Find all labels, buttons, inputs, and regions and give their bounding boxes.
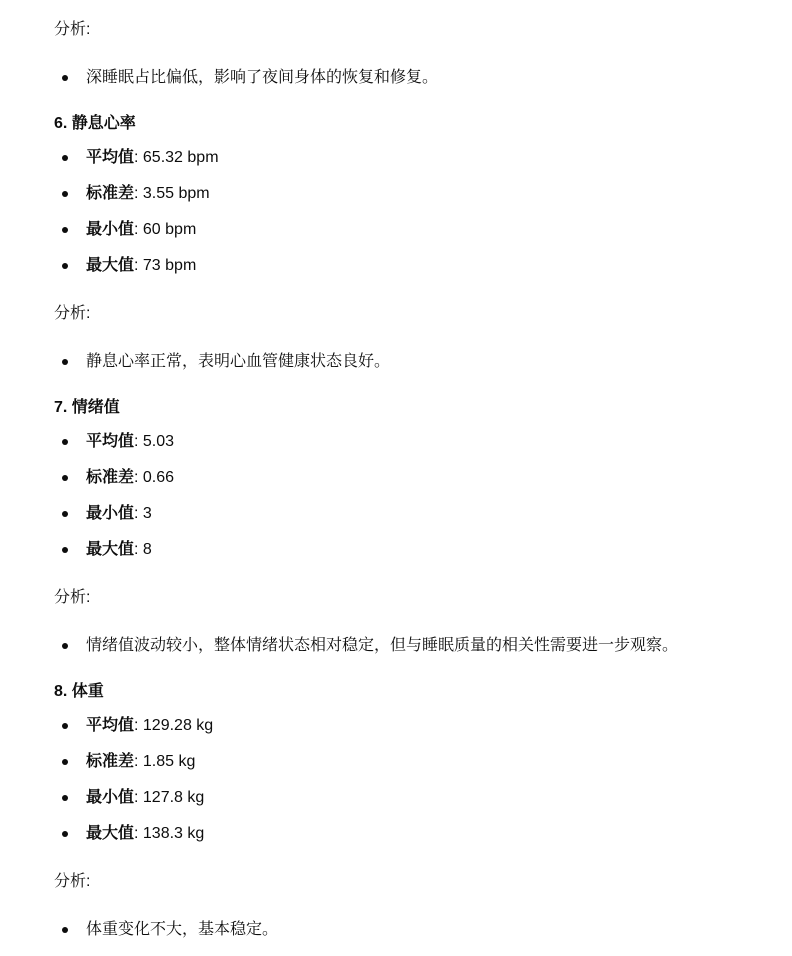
section-heading: 8. 体重 (54, 683, 104, 700)
stat-value: 73 bpm (142, 257, 197, 274)
bullet-icon (62, 759, 68, 765)
stat-label: 平均值 (86, 717, 135, 734)
bullet-icon (62, 263, 68, 269)
stat-label: 标准差 (86, 469, 135, 486)
stat-value: 129.28 kg (142, 717, 214, 734)
bullet-icon (62, 475, 68, 481)
stat-value: 60 bpm (142, 221, 197, 238)
stat-label: 最小值 (86, 221, 135, 238)
stat-label: 标准差 (86, 753, 135, 770)
stat-value: 138.3 kg (142, 825, 205, 842)
stat-value: 3 (142, 505, 152, 522)
stat-label: 最大值 (86, 825, 135, 842)
bullet-icon (62, 723, 68, 729)
stat-value: 8 (142, 541, 152, 558)
bullet-icon (62, 191, 68, 197)
bullet-icon (62, 831, 68, 837)
stat-label: 平均值 (86, 433, 135, 450)
stat-label: 最小值 (86, 789, 135, 806)
bullet-icon (62, 547, 68, 553)
analysis-label: 分析: (54, 21, 91, 38)
stat-value: 127.8 kg (142, 789, 205, 806)
stat-label: 最大值 (86, 257, 135, 274)
stat-value: 0.66 (142, 469, 175, 486)
stat-value: 65.32 bpm (142, 149, 219, 166)
bullet-icon (62, 795, 68, 801)
bullet-icon (62, 927, 68, 933)
section-heading: 7. 情绪值 (54, 399, 120, 416)
section-heading: 6. 静息心率 (54, 115, 136, 132)
bullet-icon (62, 75, 68, 81)
analysis-label: 分析: (54, 873, 91, 890)
document-body: 分析: 深睡眠占比偏低，影响了夜间身体的恢复和修复。 6. 静息心率 平均值: 65.32 bpm 标准差: 3.55 bpm 最小值: 60 bpm 最大值: 73 bpm 分析: 静息心率正常，表明心血管健康状态良好。 7. 情绪值 平均值: 5.03 标准差: 0.66 最小值: 3 最大值: 8 分析: 情绪值波动较小，整体情绪状态相对稳定，但与睡眠质量的相关性需要进一步观察。 8. 体重 平均值: 129.28 kg 标准差: 1.85 kg 最小值: 127.8 kg 最大值: 138.3 kg 分析: 体重变化不大，基本稳定。 (0, 0, 792, 956)
stat-label: 最大值 (86, 541, 135, 558)
bullet-icon (62, 643, 68, 649)
bullet-icon (62, 359, 68, 365)
stat-value: 5.03 (142, 433, 175, 450)
stat-value: 1.85 kg (142, 753, 196, 770)
analysis-label: 分析: (54, 305, 91, 322)
bullet-icon (62, 227, 68, 233)
stat-label: 最小值 (86, 505, 135, 522)
bullet-icon (62, 155, 68, 161)
bullet-icon (62, 511, 68, 517)
stat-label: 标准差 (86, 185, 135, 202)
stat-label: 平均值 (86, 149, 135, 166)
analysis-label: 分析: (54, 589, 91, 606)
stat-value: 3.55 bpm (142, 185, 210, 202)
bullet-icon (62, 439, 68, 445)
